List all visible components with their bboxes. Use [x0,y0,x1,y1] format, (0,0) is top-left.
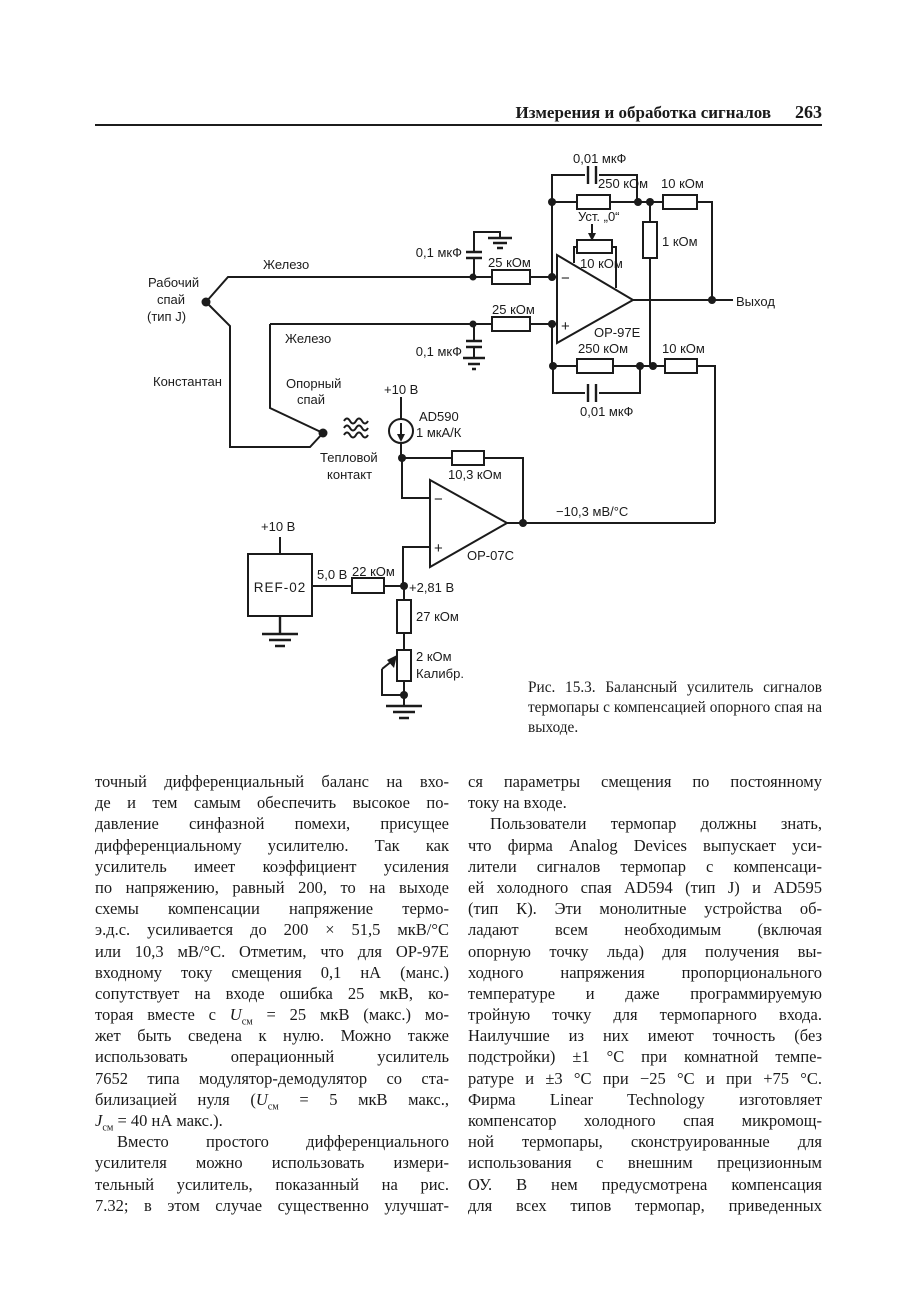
cap-001-top-label: 0,01 мкФ [573,151,627,166]
ad590-label: AD590 [419,409,459,424]
op97e-label: OP-97E [594,325,641,340]
text-line: де и тем самым обеспечить высокое по- [95,793,449,813]
text-line: ладают всем необходимым (включая [468,920,822,940]
cap-01-bottom-label: 0,1 мкФ [415,344,462,359]
text-column-left [95,771,449,1216]
resistor-27k-label: 27 кОм [416,609,459,624]
text-line: сопутствует на входе ошибка 25 мкВ, ко- [95,983,449,1003]
page-number: 263 [795,102,822,122]
text-line: схемы компенсации напряжение термо- [95,899,449,919]
text-line: току на входе. [468,793,567,813]
working-junction-label-1: Рабочий [148,275,200,290]
trimpot-10k-offset [577,240,612,253]
ad590-coeff-label: 1 мкА/К [416,425,462,440]
text-line: э.д.с. усиливается до 200 × 51,5 мкВ/°С [95,920,449,940]
trimpot-10k-label: 10 кОм [580,256,623,271]
text-line: подстройки) ±1 °С при комнатной темпе- [468,1047,822,1067]
text-line: Наилучшие из них имеют точность (без [468,1026,822,1046]
plus10v-ref02-label: +10 В [261,519,296,534]
resistor-22k-label: 22 кОм [352,564,395,579]
offset-null-label: Уст. „0“ [578,209,620,224]
op07c-noninverting-sign: + [434,540,443,557]
resistor-10k-bottom [665,359,697,373]
output-label: Выход [736,294,775,309]
text-line: ей холодного спая AD594 (тип J) и AD595 [468,877,822,897]
text-line: что фирма Analog Devices выпускает уси- [468,835,822,855]
ref02-label: REF-02 [253,580,307,595]
figure-caption [528,678,822,739]
thermal-contact-label-1: Тепловой [320,450,378,465]
sensitivity-label: −10,3 мВ/°С [556,504,629,519]
text-line: ной термопары, сконструированные для [468,1132,822,1152]
text-line: точный дифференциальный баланс на вхо- [95,772,449,791]
text-line: 7652 типа модулятор-демодулятор со ста- [95,1068,449,1088]
trimpot-2k-calibr [397,650,411,681]
text-line: торая вместе с $U_{см} = 25$ мкВ (макс.) мо- [95,1005,449,1026]
text-line: усилителя можно использовать измери- [95,1153,449,1173]
text-line: опорную точку льда) для получения вы- [468,941,822,961]
text-line: $J_{см} = 40$ нА макс.). [95,1111,223,1132]
reference-junction-label-1: Опорный [286,376,342,391]
text-line: давление синфазной помехи, присущее [95,814,449,834]
cap-01-top-label: 0,1 мкФ [415,245,462,260]
resistors [248,195,697,681]
resistor-25k-bottom [492,317,530,331]
calibr-label: Калибр. [416,666,464,681]
iron-bottom-label: Железо [285,331,332,346]
resistor-25k-top-label: 25 кОм [488,255,531,270]
text-line: Фирма Linear Technology изготовляет [468,1089,822,1109]
resistor-10k-top-label: 10 кОм [661,176,704,191]
resistor-250k-bottom-label: 250 кОм [578,341,629,356]
caption-line: выходе. [528,719,579,737]
resistor-1k-label: 1 кОм [662,234,698,249]
text-line: Вместо простого дифференциального [117,1132,449,1152]
text-column-right [468,771,822,1216]
reference-junction-label-2: спай [297,392,326,407]
resistor-250k-top-label: 250 кОм [598,176,649,191]
op07c-label: OP-07C [467,548,514,563]
text-line: ратуре и ±3 °С при −25 °С и при +75 °С. [468,1068,822,1088]
resistor-25k-bottom-label: 25 кОм [492,302,535,317]
resistor-10k-bottom-label: 10 кОм [662,341,705,356]
working-junction-label-3: (тип J) [147,309,187,324]
text-line: тройную точку для термопарного входа. [468,1005,822,1025]
text-line: билизацией нуля ($U_{см} = 5$ мкВ макс., [95,1089,449,1110]
resistor-10k-top [663,195,697,209]
calibr-wiper-arrowhead [387,655,397,668]
text-line: дифференциальному усилителю. Так как [95,835,449,855]
resistor-10.3k-label: 10,3 кОм [448,467,502,482]
text-line: или 10,3 мВ/°С. Отметим, что для OP-97E [95,941,449,961]
text-line: использовать операционный усилитель [95,1047,449,1067]
resistor-250k-bottom [577,359,613,373]
text-line: компенсатор холодного спая микромощ- [468,1111,822,1130]
iron-top-label: Железо [263,257,310,272]
text-line: Пользователи термопар должны знать, [490,814,822,834]
text-line: жет быть сведена к нулю. Можно также [95,1026,449,1046]
op07c-inverting-sign: − [434,491,443,508]
cap-001-bottom-label: 0,01 мкФ [580,404,634,419]
caption-line: термопары с компенсацией опорного спая на [528,699,822,717]
caption-line: Рис. 15.3. Балансный усилитель сигналов [528,679,822,696]
thermal-contact-symbol [344,419,368,438]
2.81v-label: +2,81 В [409,580,455,595]
working-junction-label-2: спай [157,292,186,307]
op97e-inverting-sign: − [561,270,570,287]
text-line: 7.32; в этом случае существенно улучшат- [95,1195,449,1215]
resistor-1k [643,222,657,258]
5v-label: 5,0 В [317,567,348,582]
plus10v-ad590-label: +10 В [384,382,419,397]
text-line: (тип К). Эти монолитные устройства об- [468,899,822,919]
resistor-25k-top [492,270,530,284]
text-line: усилитель имеет коэффициент усиления [95,856,449,876]
text-line: входному току смещения 0,1 нА (манс.) [95,962,449,982]
thermal-contact-label-2: контакт [327,467,373,482]
text-line: тельный усилитель, показанный на рис. [95,1174,449,1194]
text-line: температуре и даже программируемую [468,983,822,1003]
text-line: по напряжению, равный 200, то на выходе [95,877,449,897]
constantan-label: Константан [153,374,222,389]
text-line: использования с внешним прецизионным [468,1153,822,1173]
running-head-title: Измерения и обработка сигналов [515,103,771,122]
text-line: лители сигналов термопар с компенсаци- [468,856,822,876]
text-line: ходного напряжения пропорционального [468,962,822,982]
op97e-noninverting-sign: + [561,318,570,335]
trimpot-2k-label: 2 кОм [416,649,452,664]
resistor-250k-top [577,195,610,209]
resistor-27k [397,600,411,633]
resistor-10.3k [452,451,484,465]
text-line: ся параметры смещения по постоянному [468,772,822,791]
resistor-22k [352,578,384,593]
text-line: ОУ. В нем предусмотрена компенсация [468,1174,822,1194]
text-line: для всех типов термопар, приведенных [468,1195,822,1215]
